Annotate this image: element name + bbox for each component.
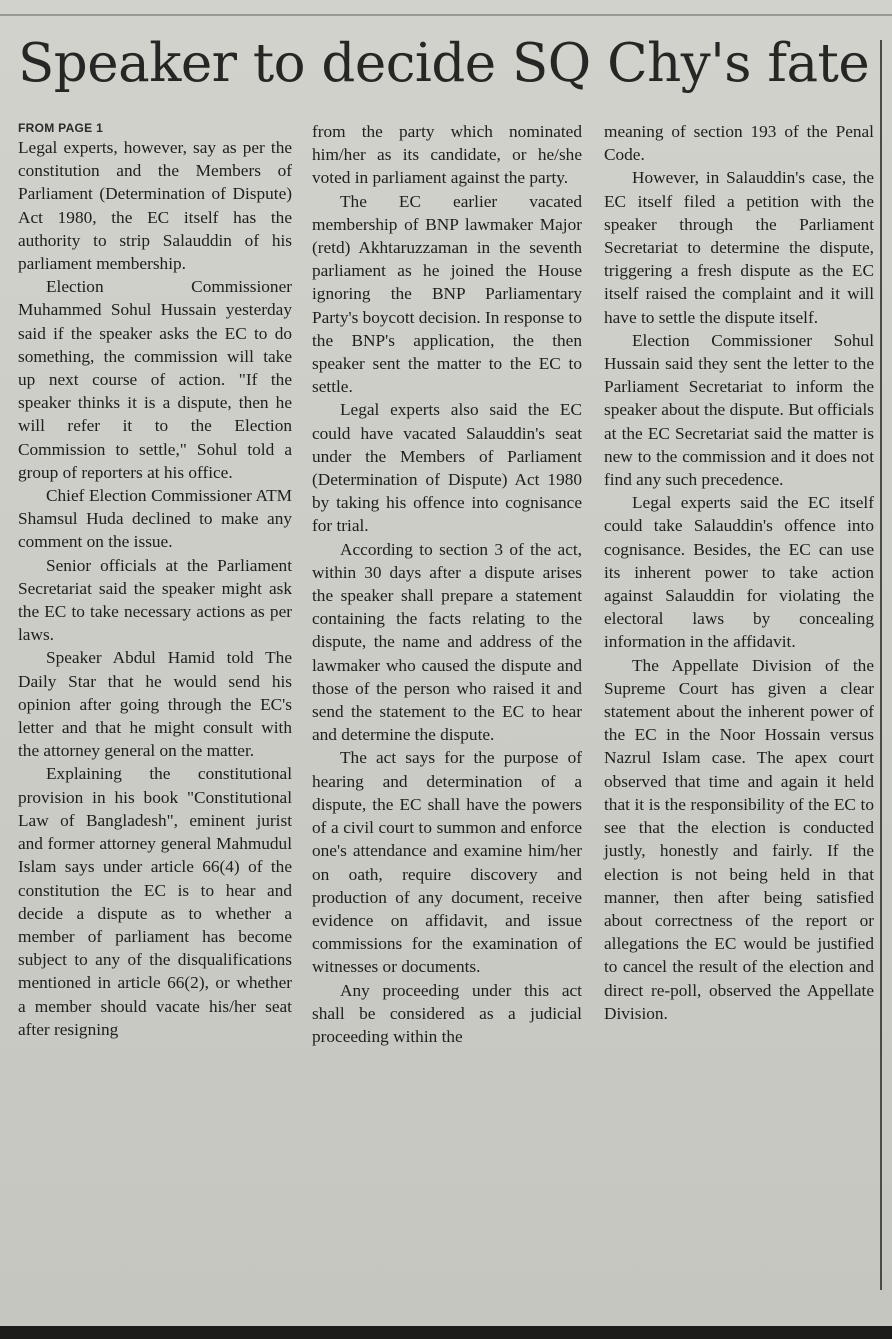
paragraph: Legal experts, however, say as per the constitution and the Members of Parliament (Determination of Dispute) Act 1980, the EC itself has the authority to strip Salauddin of his parliament membership. [18, 138, 292, 274]
paragraph: meaning of section 193 of the Penal Code. [604, 122, 874, 165]
paragraph: from the party which nominated him/her as its candidate, or he/she voted in parliament against the party. [312, 122, 582, 188]
paragraph: Senior officials at the Parliament Secretariat said the speaker might ask the EC to take necessary actions as per laws. [18, 555, 292, 645]
kicker: FROM PAGE 1 [18, 121, 104, 135]
paragraph: Election Commissioner Sohul Hussain said they sent the letter to the Parliament Secretariat to inform the speaker about the dispute. But officials at the EC Secretariat said the matter is new to the commission and it does not find any such precedence. [604, 330, 874, 490]
column-1 [18, 120, 292, 1041]
paragraph: Speaker Abdul Hamid told The Daily Star that he would send his opinion after going through the EC's letter and that he might consult with the attorney general on the matter. [18, 648, 292, 761]
paragraph: Explaining the constitutional provision in his book "Constitutional Law of Bangladesh", eminent jurist and former attorney general Mahmudul Islam says under article 66(4) of the constitution the EC is to hear and decide a dispute as to whether a member of parliament has become subject to any of the disqualifications mentioned in article 66(2), or whether a member should vacate his/her seat after resigning [18, 764, 292, 1039]
paragraph: Legal experts said the EC itself could take Salauddin's offence into cognisance. Besides, the EC can use its inherent power to take action against Salauddin for violating the electoral laws by concealing information in the affidavit. [604, 493, 874, 652]
paragraph: The act says for the purpose of hearing and determination of a dispute, the EC shall have the powers of a civil court to summon and enforce one's attendance and examine him/her on oath, require discovery and production of any document, receive evidence on affidavit, and issue commissions for the examination of witnesses or documents. [312, 748, 582, 977]
bottom-edge [0, 1326, 892, 1339]
paragraph: According to section 3 of the act, within 30 days after a dispute arises the speaker shall prepare a statement containing the facts relating to the dispute, the name and address of the lawmaker who caused the dispute and those of the person who raised it and send the statement to the EC to hear and determine the dispute. [312, 539, 582, 745]
top-rule [0, 14, 892, 16]
paragraph: However, in Salauddin's case, the EC itself filed a petition with the speaker through the Parliament Secretariat to determine the dispute, triggering a fresh dispute as the EC itself raised the complaint and it will have to settle the dispute itself. [604, 168, 874, 327]
column-3 [604, 120, 874, 1025]
column-2 [312, 120, 582, 1048]
column-rule [880, 40, 882, 1290]
headline: Speaker to decide SQ Chy's fate [18, 33, 870, 94]
paragraph: The Appellate Division of the Supreme Court has given a clear statement about the inherent power of the EC in the Noor Hossain versus Nazrul Islam case. The apex court observed that time and again it held that it is the responsibility of the EC to see that the election is conducted justly, honestly and fairly. If the election is not being held in that manner, then after being satisfied about correctness of the report or allegations the EC would be justified to cancel the result of the election and direct re-poll, observed the Appellate Division. [604, 655, 874, 1023]
paragraph: Legal experts also said the EC could have vacated Salauddin's seat under the Members of Parliament (Determination of Dispute) Act 1980 by taking his offence into cognisance for trial. [312, 400, 582, 536]
paragraph: Election Commissioner Muhammed Sohul Hussain yesterday said if the speaker asks the EC to do something, the commission will take up next course of action. "If the speaker thinks it is a dispute, then he will refer it to the Election Commission to settle," Sohul told a group of reporters at his office. [18, 277, 292, 482]
paragraph: Any proceeding under this act shall be considered as a judicial proceeding within the [312, 980, 582, 1046]
paragraph: Chief Election Commissioner ATM Shamsul Huda declined to make any comment on the issue. [18, 486, 292, 552]
paragraph: The EC earlier vacated membership of BNP lawmaker Major (retd) Akhtaruzzaman in the seventh parliament as he joined the House ignoring the BNP Parliamentary Party's boycott decision. In response to the BNP's application, the then speaker sent the matter to the EC to settle. [312, 191, 582, 397]
